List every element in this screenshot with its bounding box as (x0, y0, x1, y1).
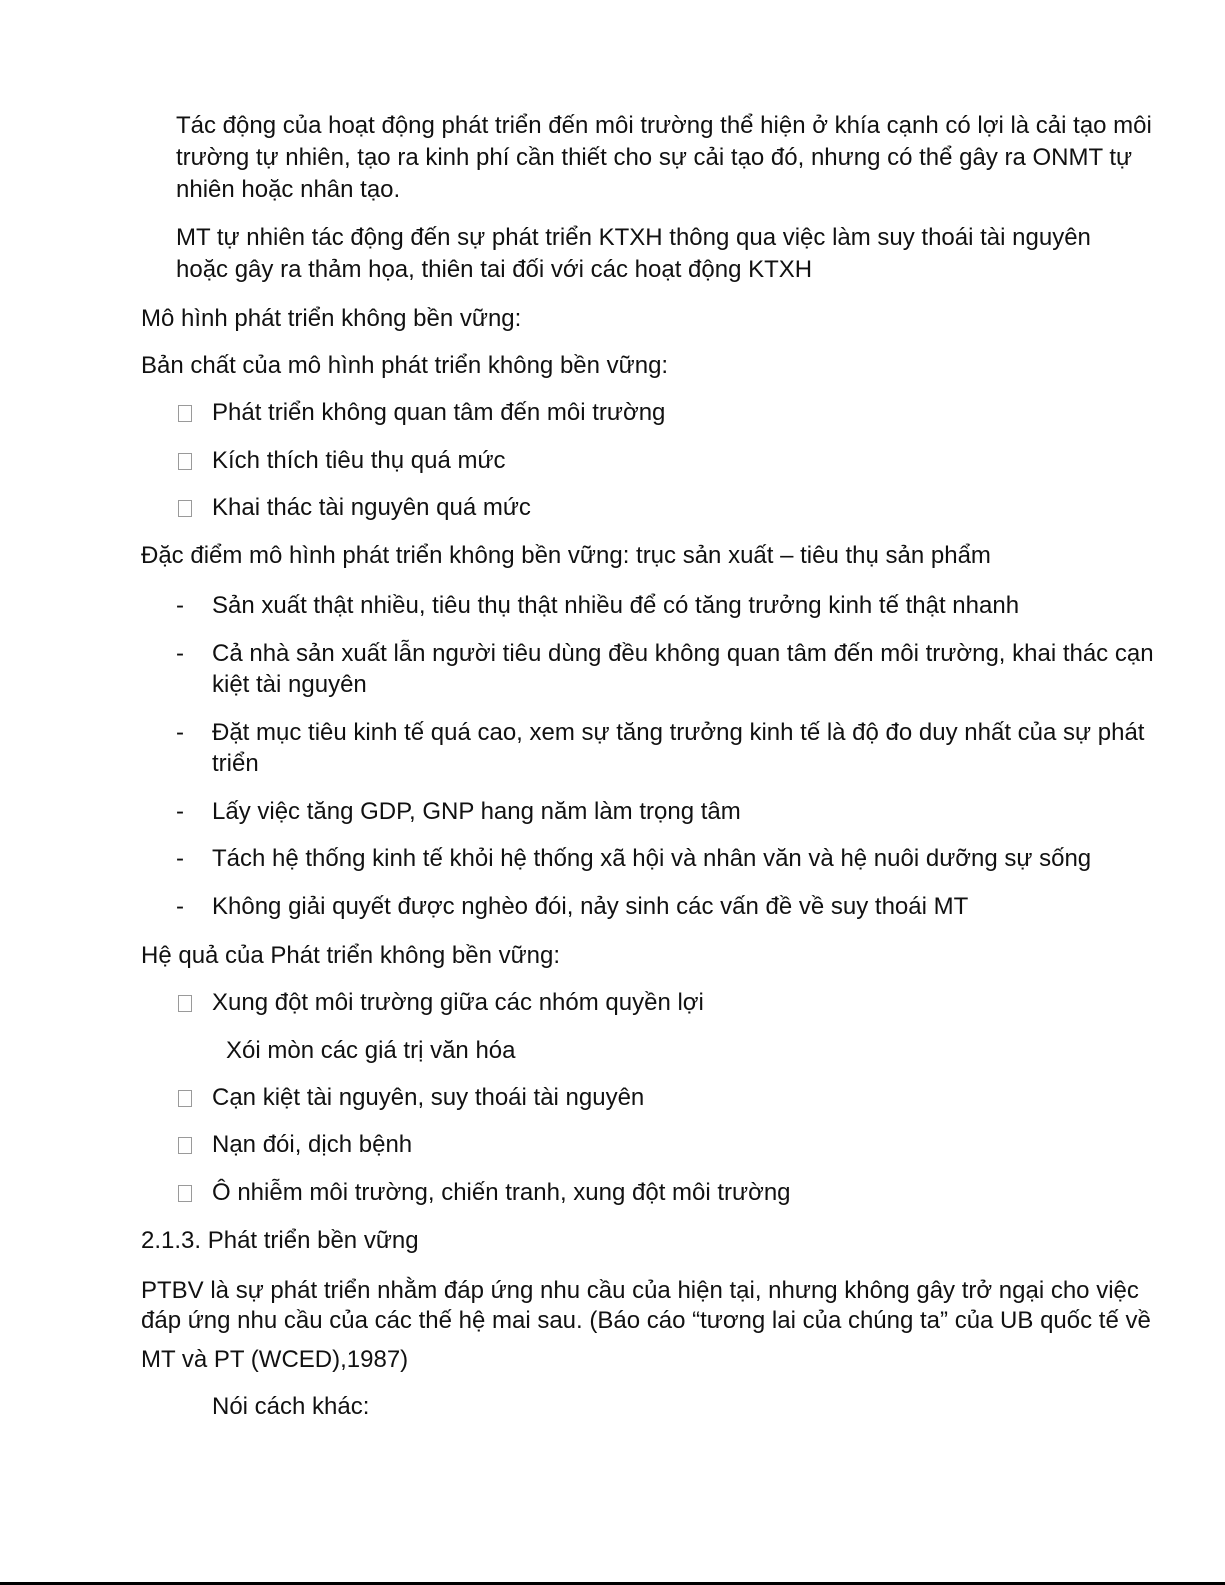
dash-marker: - (176, 592, 184, 619)
definition-line2: đáp ứng nhu cầu của các thế hệ mai sau. (Báo cáo “tương lai của chúng ta” của UB quốc tế về (141, 1307, 1151, 1334)
feature-item-cont: kiệt tài nguyên (212, 671, 367, 698)
consequence-item: Xung đột môi trường giữa các nhóm quyền lợi (212, 989, 704, 1016)
nature-heading: Bản chất của mô hình phát triển không bền vững: (141, 352, 669, 379)
nature-item: Khai thác tài nguyên quá mức (212, 494, 531, 521)
definition-line1: PTBV là sự phát triển nhằm đáp ứng nhu cầu của hiện tại, nhưng không gây trở ngại cho việc (141, 1277, 1139, 1304)
features-heading: Đặc điểm mô hình phát triển không bền vững: trục sản xuất – tiêu thụ sản phẩm (141, 542, 991, 569)
section-heading: 2.1.3. Phát triển bền vững (141, 1227, 419, 1254)
definition-line3: MT và PT (WCED),1987) (141, 1346, 409, 1373)
feature-item: Tách hệ thống kinh tế khỏi hệ thống xã hội và nhân văn và hệ nuôi dưỡng sự sống (212, 845, 1092, 872)
intro-para1-line1: Tác động của hoạt động phát triển đến môi trường thể hiện ở khía cạnh có lợi là cải tạo môi (176, 112, 1152, 139)
dash-marker: - (176, 845, 184, 872)
consequence-item: Nạn đói, dịch bệnh (212, 1131, 413, 1158)
bullet-box-icon (178, 500, 192, 517)
dash-marker: - (176, 640, 184, 667)
intro-para1-line2: trường tự nhiên, tạo ra kinh phí cần thiết cho sự cải tạo đó, nhưng có thể gây ra ONMT tự (176, 144, 1133, 171)
consequences-heading: Hệ quả của Phát triển không bền vững: (141, 942, 561, 969)
consequence-item-nobullet: Xói mòn các giá trị văn hóa (226, 1037, 516, 1064)
feature-item: Đặt mục tiêu kinh tế quá cao, xem sự tăng trưởng kinh tế là độ đo duy nhất của sự phát (212, 719, 1145, 746)
nature-item: Kích thích tiêu thụ quá mức (212, 447, 506, 474)
intro-para2-line2: hoặc gây ra thảm họa, thiên tai đối với các hoạt động KTXH (176, 256, 813, 283)
model-heading: Mô hình phát triển không bền vững: (141, 305, 522, 332)
bullet-box-icon (178, 995, 192, 1012)
consequence-item: Ô nhiễm môi trường, chiến tranh, xung đột môi trường (212, 1179, 791, 1206)
feature-item-cont: triển (212, 750, 259, 777)
intro-para1-line3: nhiên hoặc nhân tạo. (176, 176, 401, 203)
bullet-box-icon (178, 1090, 192, 1107)
feature-item: Sản xuất thật nhiều, tiêu thụ thật nhiều để có tăng trưởng kinh tế thật nhanh (212, 592, 1020, 619)
consequence-item: Cạn kiệt tài nguyên, suy thoái tài nguyên (212, 1084, 645, 1111)
bullet-box-icon (178, 1185, 192, 1202)
feature-item: Không giải quyết được nghèo đói, nảy sinh các vấn đề về suy thoái MT (212, 893, 969, 920)
bullet-box-icon (178, 405, 192, 422)
bullet-box-icon (178, 1137, 192, 1154)
dash-marker: - (176, 893, 184, 920)
intro-para2-line1: MT tự nhiên tác động đến sự phát triển KTXH thông qua việc làm suy thoái tài nguyên (176, 224, 1091, 251)
feature-item: Cả nhà sản xuất lẫn người tiêu dùng đều không quan tâm đến môi trường, khai thác cạn (212, 640, 1154, 667)
feature-item: Lấy việc tăng GDP, GNP hang năm làm trọng tâm (212, 798, 741, 825)
dash-marker: - (176, 719, 184, 746)
dash-marker: - (176, 798, 184, 825)
bullet-box-icon (178, 453, 192, 470)
nature-item: Phát triển không quan tâm đến môi trường (212, 399, 666, 426)
other-words: Nói cách khác: (212, 1393, 370, 1420)
